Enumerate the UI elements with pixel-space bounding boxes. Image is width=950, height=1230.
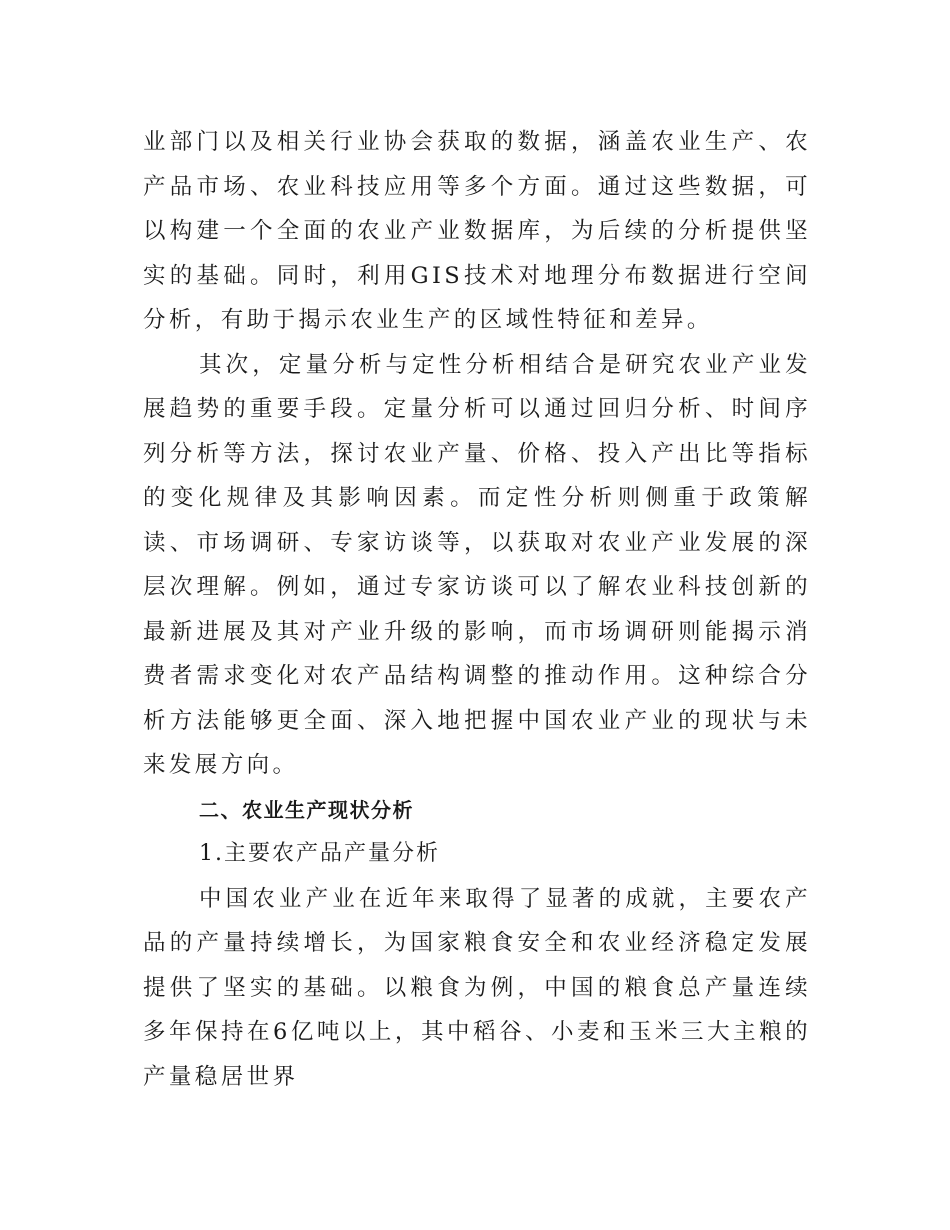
subsection-heading: 1.主要农产品产量分析 (199, 841, 440, 866)
paragraph-analysis-methods: 其次，定量分析与定性分析相结合是研究农业产业发展趋势的重要手段。定量分析可以通过回归分析、时间序列分析等方法，探讨农业产量、价格、投入产出比等指标的变化规律及其影响因素。而定性分析则侧重于政策解读、市场调研、专家访谈等，以获取对农业产业发展的深层次理解。例如，通过专家访谈可以了解农业科技创新的最新进展及其对产业升级的影响，而市场调研则能揭示消费者需求变化对农产品结构调整的推动作用。这种综合分析方法能够更全面、深入地把握中国农业产业的现状与未来发展方向。 (143, 351, 811, 778)
section-heading: 二、农业生产现状分析 (199, 797, 414, 822)
paragraph-data-sources: 业部门以及相关行业协会获取的数据，涵盖农业生产、农产品市场、农业科技应用等多个方面。通过这些数据，可以构建一个全面的农业产业数据库，为后续的分析提供坚实的基础。同时，利用GIS技术对地理分布数据进行空间分析，有助于揭示农业生产的区域性特征和差异。 (143, 129, 811, 333)
paragraph-production-output: 中国农业产业在近年来取得了显著的成就，主要农产品的产量持续增长，为国家粮食安全和农业经济稳定发展提供了坚实的基础。以粮食为例，中国的粮食总产量连续多年保持在6亿吨以上，其中稻谷、小麦和玉米三大主粮的产量稳居世界 (143, 885, 811, 1090)
document-body (143, 120, 811, 1099)
